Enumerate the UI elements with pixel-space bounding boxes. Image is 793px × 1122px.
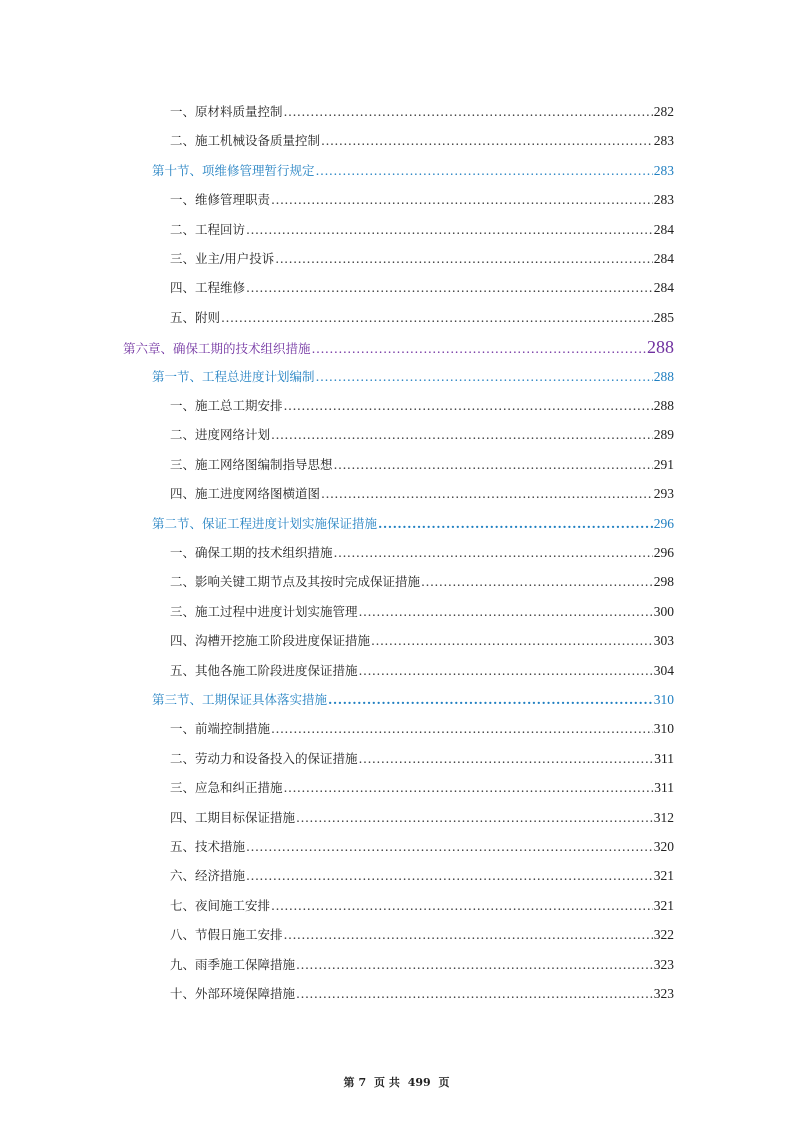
toc-entry-page: 284 <box>653 222 674 237</box>
toc-entry-page: 284 <box>653 280 674 295</box>
toc-entry-title: 一、施工总工期安排 <box>170 398 283 413</box>
toc-leader-dots <box>316 364 653 390</box>
toc-entry-page: 323 <box>653 957 674 972</box>
toc-entry-page: 288 <box>653 369 674 384</box>
toc-entry-page: 291 <box>653 457 674 472</box>
toc-leader-dots <box>359 746 654 772</box>
toc-item-entry[interactable] <box>170 452 674 478</box>
toc-entry-page: 288 <box>647 337 674 357</box>
toc-section-entry[interactable] <box>152 687 674 713</box>
toc-item-entry[interactable] <box>170 893 674 919</box>
toc-entry-title: 三、施工过程中进度计划实施管理 <box>170 604 358 619</box>
toc-leader-dots <box>421 569 653 595</box>
toc-leader-dots <box>296 805 653 831</box>
toc-item-entry[interactable] <box>170 922 674 948</box>
toc-section-entry[interactable] <box>152 511 674 537</box>
toc-item-entry[interactable] <box>170 99 674 125</box>
toc-entry-title: 五、其他各施工阶段进度保证措施 <box>170 663 358 678</box>
toc-leader-dots <box>284 922 653 948</box>
toc-entry-page: 321 <box>653 868 674 883</box>
toc-item-entry[interactable] <box>170 599 674 625</box>
toc-section-entry[interactable] <box>152 364 674 390</box>
footer-mid: 页 共 <box>374 1076 400 1089</box>
toc-entry-page: 283 <box>653 133 674 148</box>
toc-item-entry[interactable] <box>170 481 674 507</box>
toc-entry-page: 304 <box>653 663 674 678</box>
toc-entry-title: 第六章、确保工期的技术组织措施 <box>123 341 311 356</box>
toc-entry-page: 284 <box>653 251 674 266</box>
toc-entry-title: 五、技术措施 <box>170 839 246 854</box>
toc-leader-dots <box>271 716 653 742</box>
toc-entry-title: 二、施工机械设备质量控制 <box>170 133 321 148</box>
toc-item-entry[interactable] <box>170 775 674 801</box>
toc-leader-dots <box>271 893 653 919</box>
toc-entry-page: 322 <box>653 927 674 942</box>
toc-leader-dots <box>246 863 653 889</box>
toc-entry-title: 七、夜间施工安排 <box>170 898 271 913</box>
toc-entry-title: 四、工期目标保证措施 <box>170 810 296 825</box>
toc-item-entry[interactable] <box>170 834 674 860</box>
toc-section-entry[interactable] <box>152 158 674 184</box>
toc-entry-page: 283 <box>653 192 674 207</box>
toc-entry-page: 298 <box>653 574 674 589</box>
toc-entry-title: 二、影响关键工期节点及其按时完成保证措施 <box>170 574 421 589</box>
toc-entry-title: 第二节、保证工程进度计划实施保证措施 <box>152 516 378 531</box>
toc-leader-dots <box>284 775 654 801</box>
toc-leader-dots <box>246 217 653 243</box>
footer-current-page: 7 <box>358 1076 367 1089</box>
toc-entry-title: 四、工程维修 <box>170 280 246 295</box>
toc-leader-dots <box>334 452 653 478</box>
toc-leader-dots <box>321 128 653 154</box>
toc-entry-title: 二、工程回访 <box>170 222 246 237</box>
toc-entry-page: 311 <box>654 751 674 766</box>
footer-prefix: 第 <box>343 1076 355 1089</box>
toc-leader-dots <box>221 305 653 331</box>
toc-entry-page: 312 <box>653 810 674 825</box>
toc-leader-dots <box>296 952 653 978</box>
toc-leader-dots <box>328 687 653 713</box>
toc-entry-page: 303 <box>653 633 674 648</box>
toc-entry-title: 二、进度网络计划 <box>170 427 271 442</box>
toc-entry-title: 五、附则 <box>170 310 221 325</box>
toc-entry-page: 310 <box>653 721 674 736</box>
toc-item-entry[interactable] <box>170 569 674 595</box>
toc-leader-dots <box>275 246 653 272</box>
toc-item-entry[interactable] <box>170 981 674 1007</box>
toc-item-entry[interactable] <box>170 393 674 419</box>
toc-entry-title: 一、确保工期的技术组织措施 <box>170 545 333 560</box>
toc-entry-title: 四、施工进度网络图横道图 <box>170 486 321 501</box>
toc-item-entry[interactable] <box>170 628 674 654</box>
toc-entry-title: 第三节、工期保证具体落实措施 <box>152 692 328 707</box>
toc-item-entry[interactable] <box>170 746 674 772</box>
toc-entry-page: 282 <box>653 104 674 119</box>
toc-item-entry[interactable] <box>170 187 674 213</box>
toc-entry-page: 320 <box>653 839 674 854</box>
toc-entry-title: 一、原材料质量控制 <box>170 104 283 119</box>
toc-item-entry[interactable] <box>170 716 674 742</box>
toc-entry-page: 283 <box>653 163 674 178</box>
toc-entry-page: 285 <box>653 310 674 325</box>
toc-entry-title: 三、业主/用户投诉 <box>170 251 275 266</box>
toc-leader-dots <box>284 393 653 419</box>
toc-entry-page: 288 <box>653 398 674 413</box>
toc-entry-page: 296 <box>653 545 674 560</box>
toc-item-entry[interactable] <box>170 217 674 243</box>
toc-leader-dots <box>246 834 653 860</box>
footer-total-pages: 499 <box>407 1076 431 1089</box>
toc-leader-dots <box>359 658 653 684</box>
toc-entry-page: 289 <box>653 427 674 442</box>
toc-entry-title: 六、经济措施 <box>170 868 246 883</box>
toc-item-entry[interactable] <box>170 540 674 566</box>
toc-entry-title: 十、外部环境保障措施 <box>170 986 296 1001</box>
toc-leader-dots <box>321 481 653 507</box>
toc-entry-title: 八、节假日施工安排 <box>170 927 283 942</box>
toc-item-entry[interactable] <box>170 422 674 448</box>
toc-item-entry[interactable] <box>170 305 674 331</box>
toc-entry-page: 321 <box>653 898 674 913</box>
toc-leader-dots <box>316 158 653 184</box>
toc-item-entry[interactable] <box>170 246 674 272</box>
toc-item-entry[interactable] <box>170 952 674 978</box>
toc-leader-dots <box>271 187 653 213</box>
toc-item-entry[interactable] <box>170 863 674 889</box>
toc-entry-title: 一、前端控制措施 <box>170 721 271 736</box>
toc-entry-page: 300 <box>653 604 674 619</box>
toc-chapter-entry[interactable] <box>123 334 674 360</box>
toc-entry-page: 310 <box>653 692 674 707</box>
toc-entry-title: 第十节、项维修管理暂行规定 <box>152 163 315 178</box>
page-footer <box>0 1074 793 1090</box>
toc-leader-dots <box>359 599 653 625</box>
toc-leader-dots <box>378 511 653 537</box>
toc-item-entry[interactable] <box>170 128 674 154</box>
toc-entry-page: 311 <box>654 780 674 795</box>
toc-leader-dots <box>296 981 653 1007</box>
toc-leader-dots <box>246 275 653 301</box>
toc-entry-title: 四、沟槽开挖施工阶段进度保证措施 <box>170 633 371 648</box>
toc-item-entry[interactable] <box>170 275 674 301</box>
toc-leader-dots <box>312 336 646 362</box>
toc-entry-page: 323 <box>653 986 674 1001</box>
toc-leader-dots <box>284 99 653 125</box>
toc-entry-title: 二、劳动力和设备投入的保证措施 <box>170 751 358 766</box>
toc-entry-page: 296 <box>653 516 674 531</box>
toc-item-entry[interactable] <box>170 658 674 684</box>
toc-leader-dots <box>271 422 653 448</box>
toc-entry-page: 293 <box>653 486 674 501</box>
toc-item-entry[interactable] <box>170 805 674 831</box>
toc-entry-title: 三、应急和纠正措施 <box>170 780 283 795</box>
toc-leader-dots <box>371 628 653 654</box>
toc-entry-title: 九、雨季施工保障措施 <box>170 957 296 972</box>
toc-leader-dots <box>334 540 653 566</box>
toc-entry-title: 第一节、工程总进度计划编制 <box>152 369 315 384</box>
footer-suffix: 页 <box>438 1076 450 1089</box>
toc-entry-title: 一、维修管理职责 <box>170 192 271 207</box>
toc-entry-title: 三、施工网络图编制指导思想 <box>170 457 333 472</box>
